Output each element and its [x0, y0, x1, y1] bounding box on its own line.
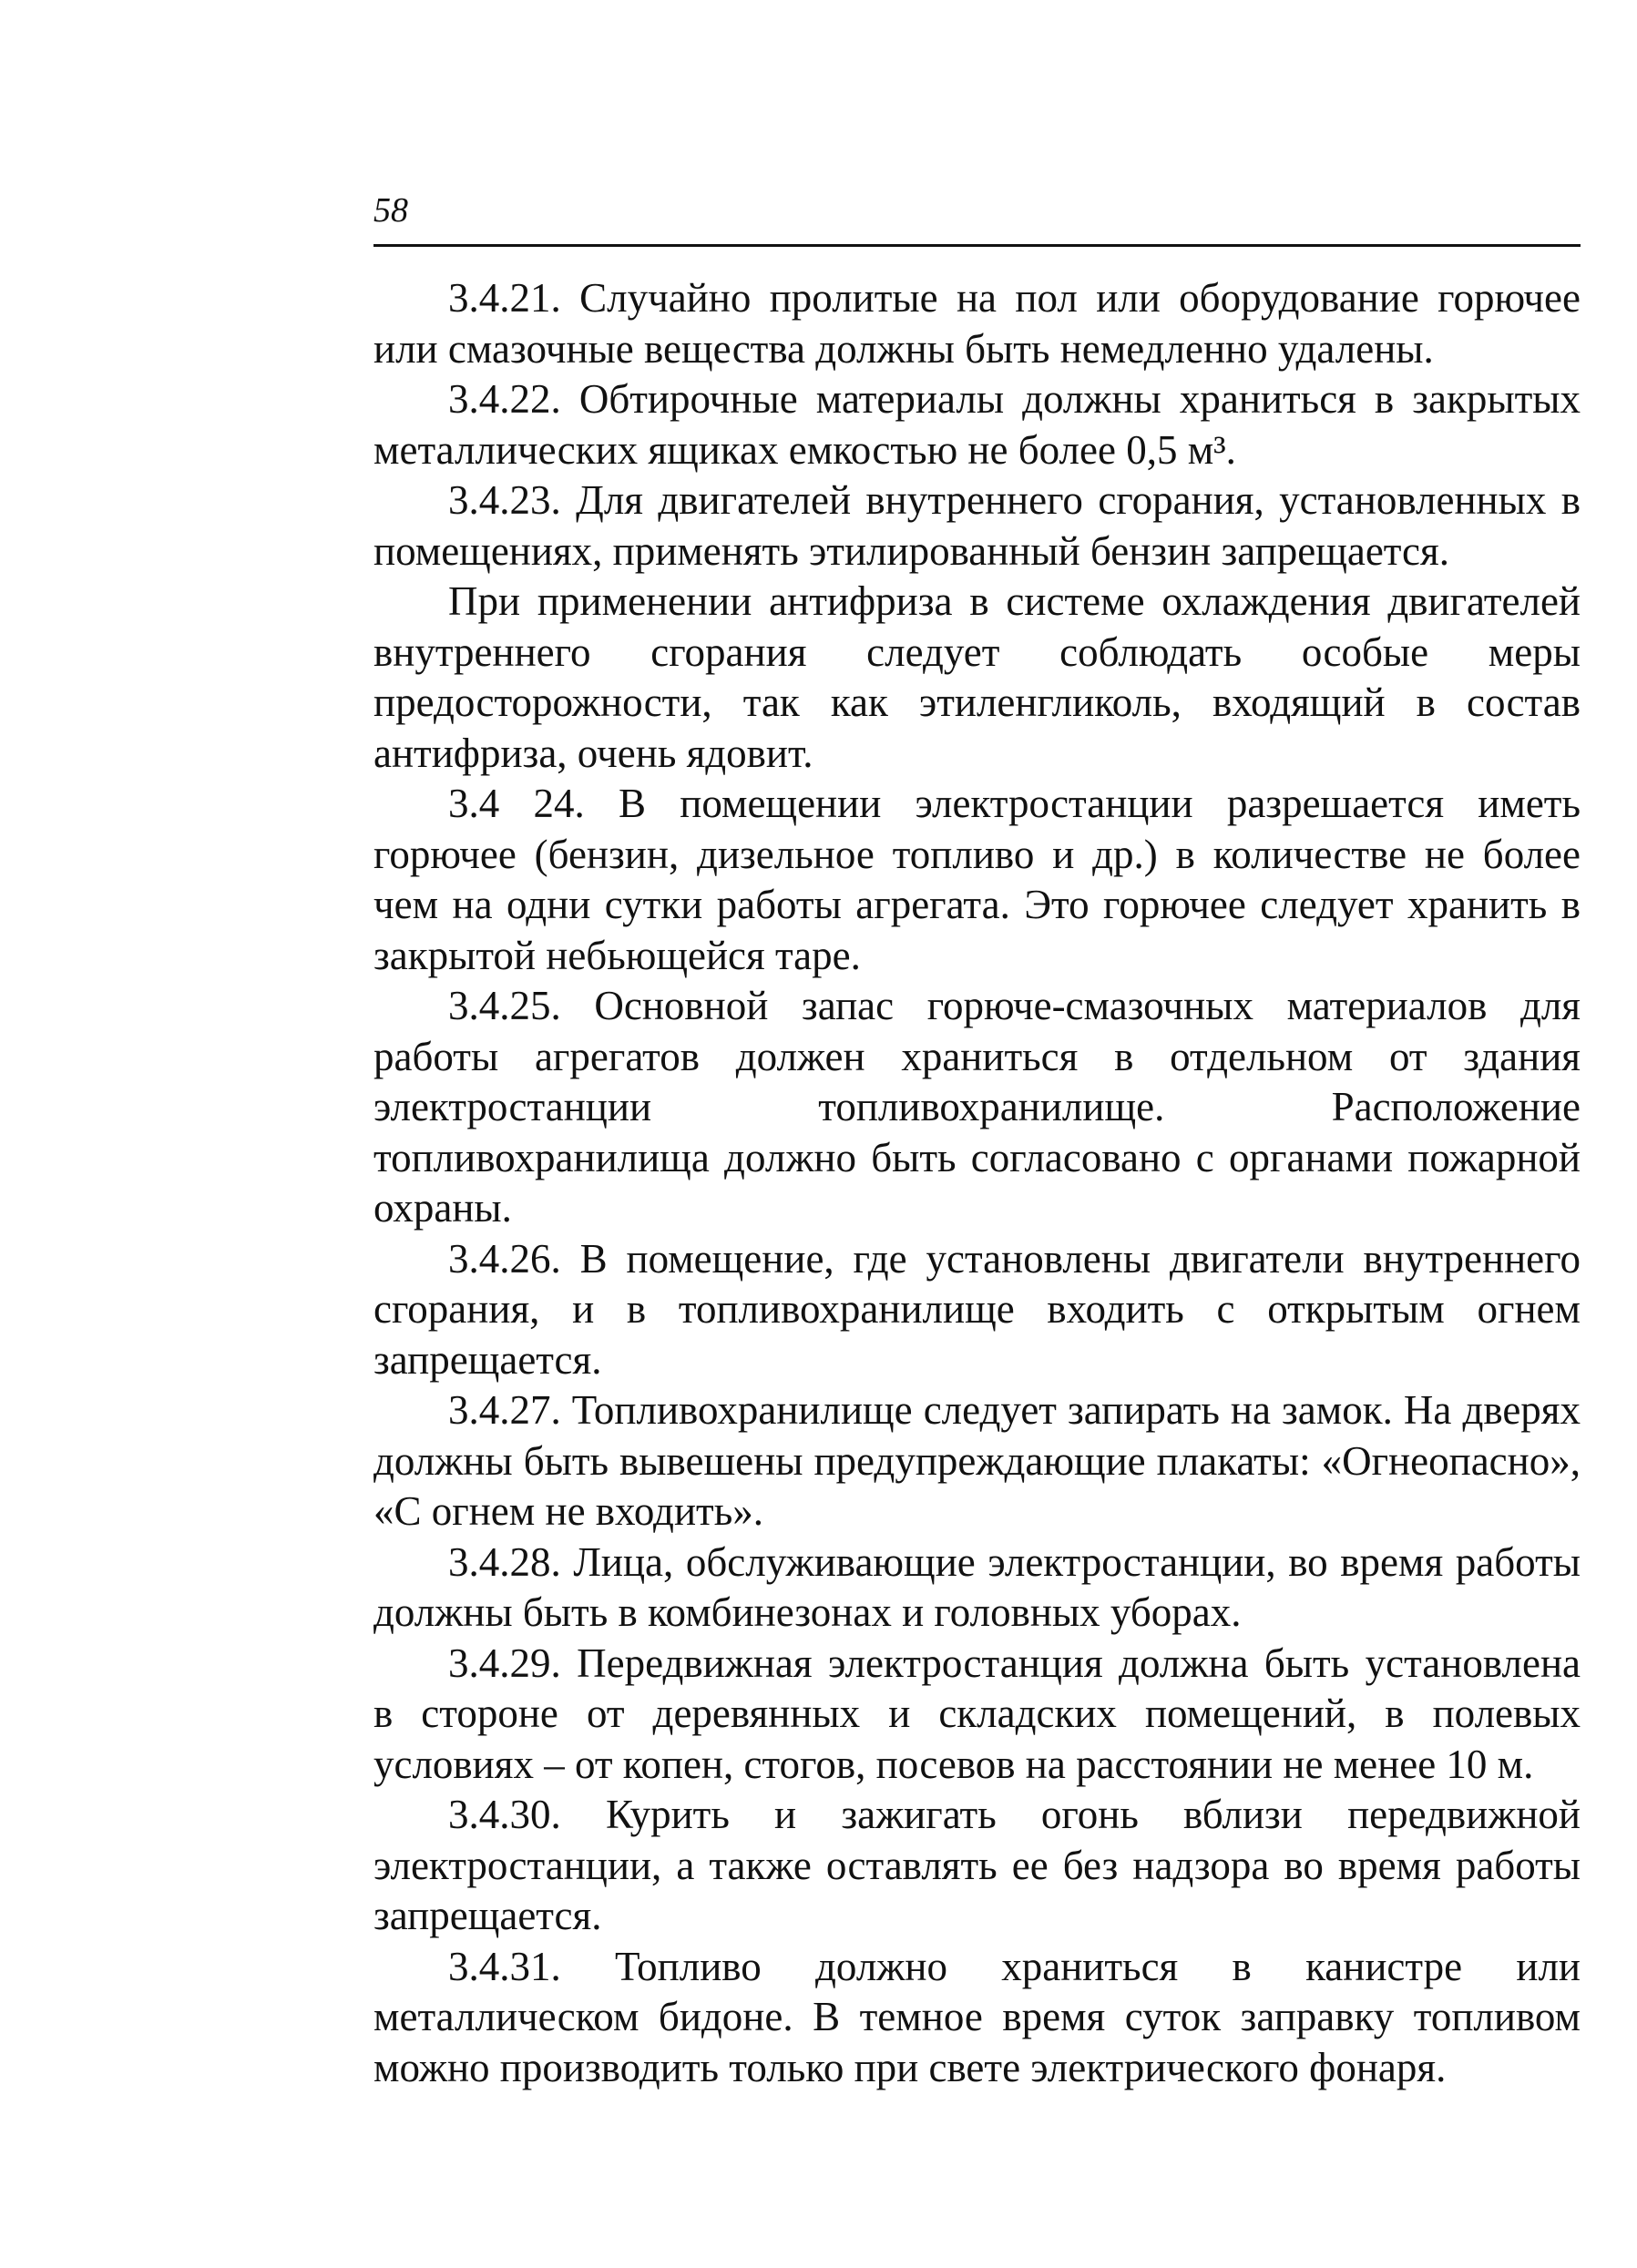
- paragraph-3-4-23: 3.4.23. Для двигателей внутреннего сгорания, установленных в помещениях, применять этилированный бензин запрещается.: [373, 477, 1581, 574]
- paragraph-3-4-22: 3.4.22. Обтирочные материалы должны храниться в закрытых металлических ящиках емкостью не более 0,5 м³.: [373, 376, 1581, 473]
- paragraph-3-4-31: 3.4.31. Топливо должно храниться в канистре или металлическом бидоне. В темное время суток заправку топливом можно производить только при свете электрического фонаря.: [373, 1943, 1581, 2090]
- page-number: 58: [373, 191, 408, 230]
- header-divider: [373, 244, 1581, 247]
- paragraph-3-4-27: 3.4.27. Топливохранилище следует запирать на замок. На дверях должны быть вывешены предупреждающие плакаты: «Огнеопасно», «С огнем не входить».: [373, 1387, 1581, 1534]
- paragraph-3-4-24: 3.4 24. В помещении электростанции разрешается иметь горючее (бензин, дизельное топливо и др.) в количестве не более чем на одни сутки работы агрегата. Это горючее следует хранить в закрытой небьющейся таре.: [373, 781, 1581, 978]
- paragraph-3-4-26: 3.4.26. В помещение, где установлены двигатели внутреннего сгорания, и в топливохранилище входить с открытым огнем запрещается.: [373, 1235, 1581, 1383]
- paragraph-3-4-21: 3.4.21. Случайно пролитые на пол или оборудование горючее или смазочные вещества должны быть немедленно удалены.: [373, 275, 1581, 372]
- paragraph-antifreeze-note: При применении антифриза в системе охлаждения двигателей внутреннего сгорания следует соблюдать особые меры предосторожности, так как этиленгликоль, входящий в состав антифриза, очень ядовит.: [373, 578, 1581, 776]
- paragraph-3-4-28: 3.4.28. Лица, обслуживающие электростанции, во время работы должны быть в комбинезонах и головных уборах.: [373, 1538, 1581, 1635]
- paragraph-3-4-30: 3.4.30. Курить и зажигать огонь вблизи передвижной электростанции, а также оставлять ее без надзора во время работы запрещается.: [373, 1792, 1581, 1938]
- paragraph-3-4-25: 3.4.25. Основной запас горюче-смазочных материалов для работы агрегатов должен храниться в отдельном от здания электростанции топливохранилище. Расположение топливохранилища должно быть согласовано с органами пожарной охраны.: [373, 983, 1581, 1231]
- paragraph-3-4-29: 3.4.29. Передвижная электростанция должна быть установлена в стороне от деревянных и складских помещений, в полевых условиях – от копен, стогов, посевов на расстоянии не менее 10 м.: [373, 1640, 1581, 1787]
- body-text: [373, 273, 1581, 2093]
